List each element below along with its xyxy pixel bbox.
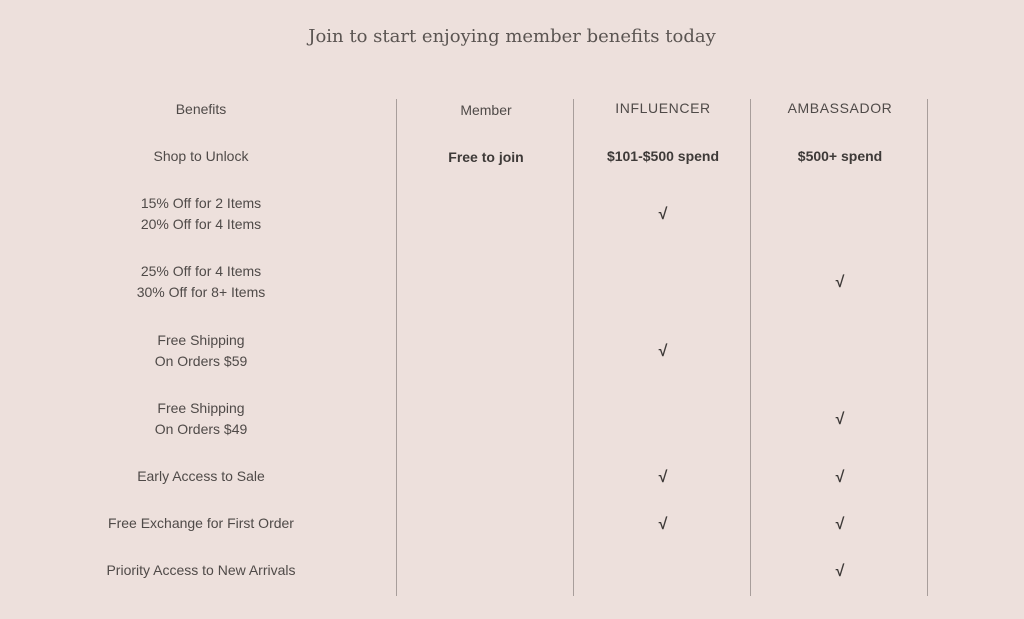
benefit-label-line: 20% Off for 4 Items: [140, 216, 262, 232]
benefit-label-line: Free Shipping: [157, 400, 245, 416]
check-icon: √: [658, 468, 668, 486]
benefit-label: [20, 398, 382, 440]
benefit-label: [20, 193, 382, 235]
check-icon: √: [835, 562, 845, 580]
benefit-label: [20, 513, 382, 534]
benefit-label: [20, 330, 382, 372]
unlock-influencer: $101-$500 spend: [606, 148, 720, 164]
benefit-label-line: 15% Off for 2 Items: [140, 195, 262, 211]
benefit-label: [20, 261, 382, 303]
check-icon: √: [835, 515, 845, 533]
check-icon: √: [835, 411, 845, 428]
benefit-label-line: On Orders $49: [154, 421, 248, 437]
benefit-label-line: Early Access to Sale: [137, 468, 265, 484]
check-icon: √: [658, 343, 668, 360]
benefit-label-line: Free Shipping: [157, 332, 245, 348]
unlock-ambassador: $500+ spend: [797, 148, 883, 164]
benefit-label-line: Free Exchange for First Order: [108, 515, 294, 531]
header-influencer: INFLUENCER: [615, 100, 711, 116]
benefit-label-line: Priority Access to New Arrivals: [106, 562, 296, 578]
check-icon: √: [658, 206, 668, 223]
benefit-label-line: 25% Off for 4 Items: [140, 263, 262, 279]
check-icon: √: [835, 468, 845, 486]
benefit-label: [20, 560, 382, 581]
column-divider: [573, 99, 574, 596]
check-icon: √: [835, 274, 845, 291]
header-member: Member: [460, 102, 512, 118]
benefit-label-line: 30% Off for 8+ Items: [136, 284, 266, 300]
benefit-label-line: On Orders $59: [154, 353, 248, 369]
page-title: Join to start enjoying member benefits today: [308, 26, 716, 47]
unlock-label: Shop to Unlock: [153, 148, 249, 164]
header-benefits: Benefits: [175, 101, 227, 117]
unlock-member: Free to join: [448, 149, 524, 165]
header-ambassador: AMBASSADOR: [787, 100, 893, 116]
check-icon: √: [658, 515, 668, 533]
column-divider: [396, 99, 397, 596]
benefit-label: [20, 466, 382, 487]
